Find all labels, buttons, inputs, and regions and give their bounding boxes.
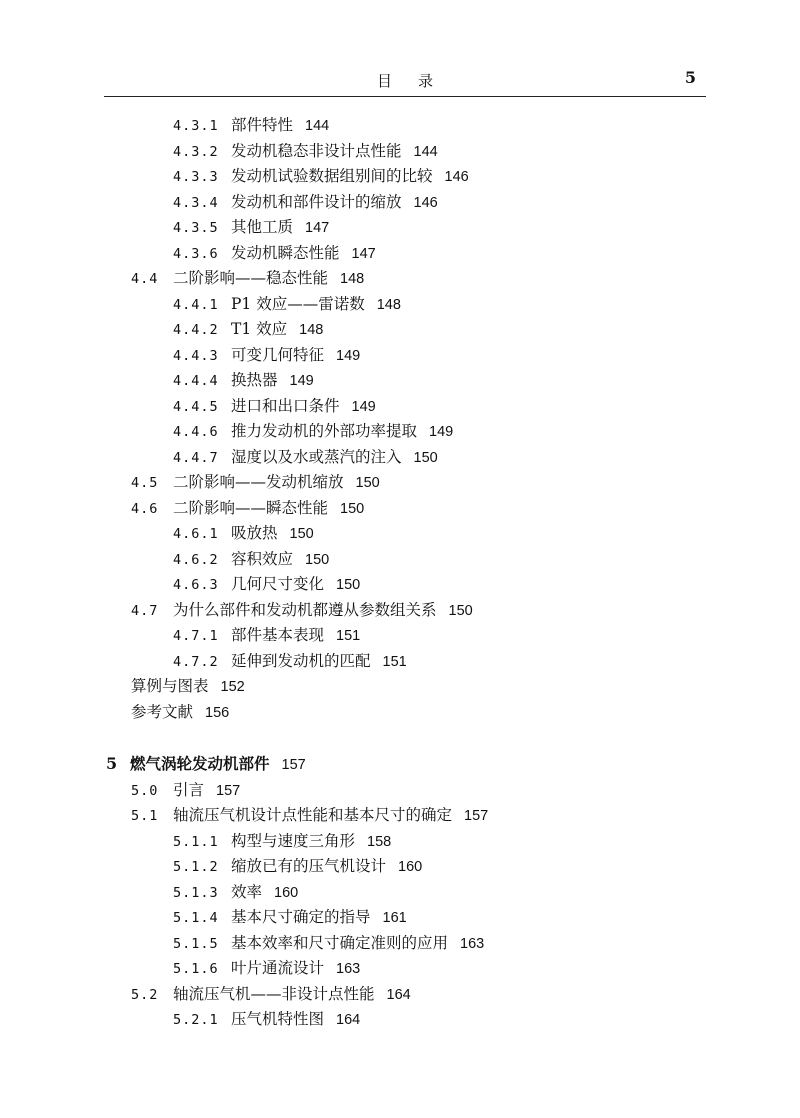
toc-entry[interactable]: 4.6.1 吸放热 150 (173, 524, 314, 542)
toc-entry[interactable]: 4.7.1 部件基本表现 151 (173, 626, 361, 644)
toc-entry[interactable]: 5.1.4 基本尺寸确定的指导 161 (173, 908, 407, 926)
toc-chapter-entry[interactable]: 5 燃气涡轮发动机部件 157 (106, 754, 306, 773)
toc-entry[interactable]: 5.1.2 缩放已有的压气机设计 160 (173, 857, 423, 875)
toc-entry[interactable]: 4.4.4 换热器 149 (173, 371, 314, 389)
toc-entry[interactable]: 5.1.5 基本效率和尺寸确定准则的应用 163 (173, 933, 485, 952)
toc-entry[interactable]: 5.1.3 效率 160 (173, 882, 299, 901)
toc-entry[interactable]: 4.3.6 发动机瞬态性能 147 (173, 243, 376, 262)
toc-entry[interactable]: 算例与图表 152 (131, 677, 245, 695)
toc-entry[interactable]: 4.3.5 其他工质 147 (173, 218, 330, 236)
toc-entry[interactable]: 4.4.2 T1 效应 148 (173, 320, 324, 338)
page-number: 5 (684, 68, 696, 87)
toc-entry[interactable]: 4.3.2 发动机稳态非设计点性能 144 (173, 141, 438, 160)
toc-entry[interactable]: 4.3.4 发动机和部件设计的缩放 146 (173, 192, 438, 211)
toc-entry[interactable]: 4.4 二阶影响——稳态性能 148 (131, 269, 365, 287)
toc-entry[interactable]: 5.1 轴流压气机设计点性能和基本尺寸的确定 157 (131, 806, 489, 824)
page-header (104, 60, 706, 97)
toc-entry[interactable]: 4.4.7 湿度以及水或蒸汽的注入 150 (173, 447, 438, 466)
toc-entry[interactable]: 4.6.3 几何尺寸变化 150 (173, 575, 361, 593)
toc-entry[interactable]: 5.1.1 构型与速度三角形 158 (173, 831, 392, 850)
toc-entry[interactable]: 4.4.5 进口和出口条件 149 (173, 396, 376, 415)
toc-entry[interactable]: 5.1.6 叶片通流设计 163 (173, 959, 361, 977)
toc-entry[interactable]: 4.6 二阶影响——瞬态性能 150 (131, 498, 365, 517)
toc-entry[interactable]: 5.2 轴流压气机——非设计点性能 164 (131, 984, 411, 1003)
toc-entry[interactable]: 4.4.3 可变几何特征 149 (173, 345, 361, 364)
toc-entry[interactable]: 参考文献 156 (131, 702, 230, 721)
toc-entry[interactable]: 4.3.3 发动机试验数据组别间的比较 146 (173, 167, 469, 185)
running-title: 目录 (376, 72, 459, 90)
toc-entry[interactable]: 4.4.6 推力发动机的外部功率提取 149 (173, 422, 454, 440)
toc-entry[interactable]: 4.6.2 容积效应 150 (173, 549, 330, 568)
toc-entry[interactable]: 4.4.1 P1 效应——雷诺数 148 (173, 294, 401, 313)
toc-entry[interactable]: 4.3.1 部件特性 144 (173, 116, 330, 134)
toc-entry[interactable]: 4.7 为什么部件和发动机都遵从参数组关系 150 (131, 600, 473, 619)
toc-entry[interactable]: 5.0 引言 157 (131, 780, 241, 799)
toc-entry[interactable]: 4.5 二阶影响——发动机缩放 150 (131, 473, 380, 491)
toc-entry[interactable]: 4.7.2 延伸到发动机的匹配 151 (173, 651, 407, 670)
toc-entry[interactable]: 5.2.1 压气机特性图 164 (173, 1010, 361, 1028)
